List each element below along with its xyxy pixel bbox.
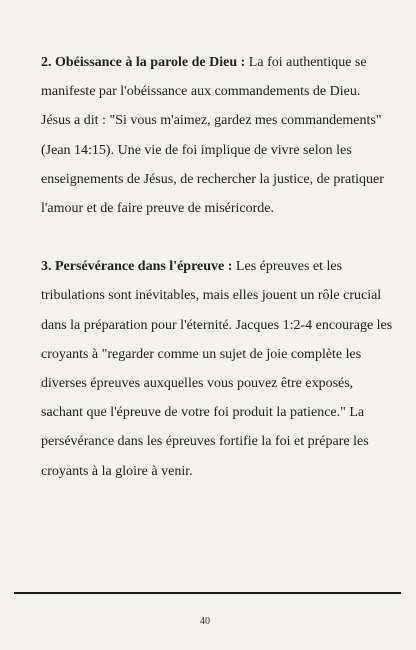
paragraph-obedience bbox=[41, 48, 393, 223]
paragraph-heading: 2. Obéissance à la parole de Dieu : bbox=[41, 55, 246, 70]
footer-divider bbox=[14, 592, 401, 594]
page-body bbox=[41, 48, 393, 486]
page-number: 40 bbox=[200, 616, 210, 627]
paragraph-heading: 3. Persévérance dans l'épreuve : bbox=[41, 259, 233, 275]
paragraph-text: Les épreuves et les tribulations sont inévitables, mais elles jouent un rôle crucial dans la préparation pour l'éternité. Jacques 1:2-4 encourage les croyants à "regarder comme un sujet de joie complète les diverses épreuves auxquelles vous pouvez être exposés, sachant que l'épreuve de votre foi produit la patience." La persévérance dans les épreuves fortifie la foi et prépare les croyants à la gloire à venir. bbox=[41, 259, 393, 479]
paragraph-perseverance bbox=[41, 252, 393, 486]
paragraph-text: La foi authentique se manifeste par l'obéissance aux commandements de Dieu. Jésus a dit : "Si vous m'aimez, gardez mes commandements" (Jean 14:15). Une vie de foi implique de vivre selon les enseignements de Jésus, de rechercher la justice, de pratiquer l'amour et de faire preuve de miséricorde. bbox=[41, 55, 384, 217]
